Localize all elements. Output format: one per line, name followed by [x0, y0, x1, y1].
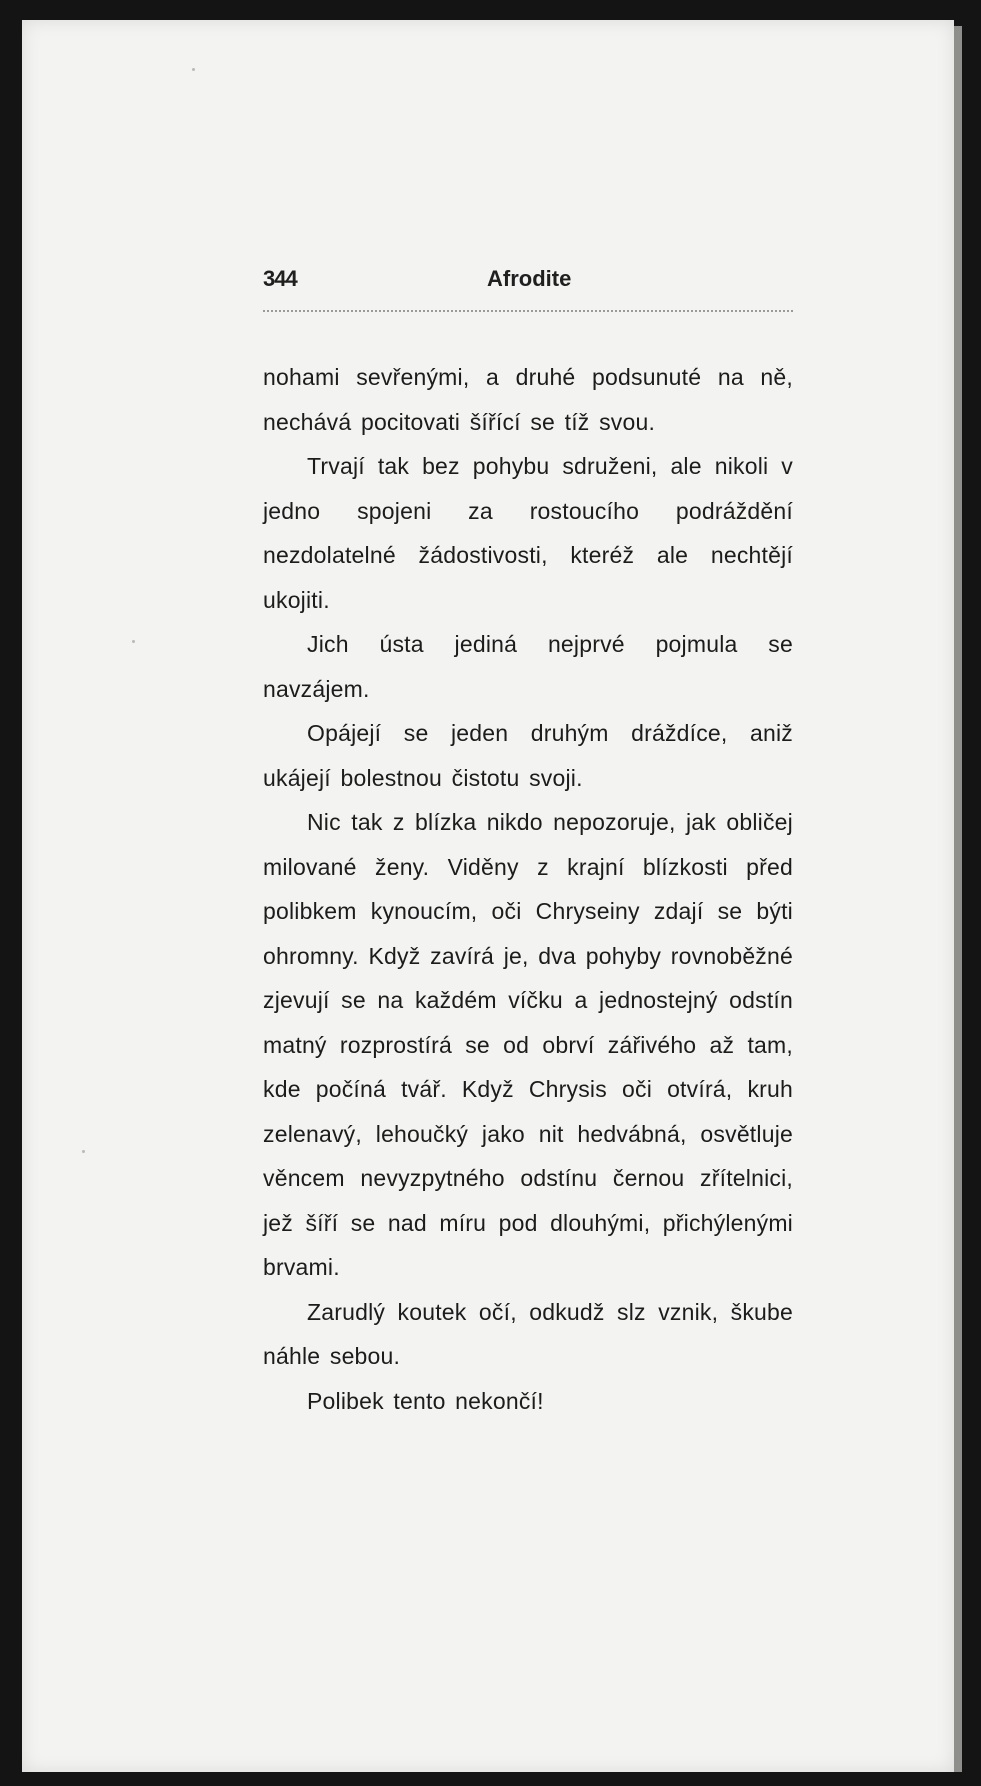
paragraph: Polibek tento nekončí! [307, 1387, 544, 1414]
page-number: 344 [263, 266, 297, 291]
paragraph: Jich ústa jediná nejprvé pojmula se navzájem. [263, 631, 793, 702]
paper-speck [82, 1150, 85, 1153]
body-text [263, 355, 793, 1423]
paper-speck [192, 68, 195, 71]
header-rule [263, 310, 793, 312]
running-title: Afrodite [487, 266, 572, 291]
page-edge [954, 26, 962, 1772]
paragraph: Opájejí se jeden druhým dráždíce, aniž ukájejí bolestnou čistotu svoji. [263, 720, 793, 791]
paper-speck [132, 640, 135, 643]
paragraph-continued: nohami sevřenými, a druhé podsunuté na ně, nechává pocitovati šířící se tíž svou. [263, 364, 793, 435]
running-head [263, 266, 793, 300]
paragraph: Zarudlý koutek očí, odkudž slz vznik, škube náhle sebou. [263, 1298, 793, 1369]
paragraph: Trvají tak bez pohybu sdruženi, ale nikoli v jedno spojeni za rostoucího podráždění nezdolatelné žádostivosti, kteréž ale nechtějí ukojiti. [263, 453, 793, 613]
paragraph: Nic tak z blízka nikdo nepozoruje, jak obličej milované ženy. Viděny z krajní blízkosti před polibkem kynoucím, oči Chryseiny zdají se býti ohromny. Když zavírá je, dva pohyby rovnoběžné zjevují se na každém víčku a jednostejný odstín matný rozprostírá se od obrví zářivého až tam, kde počíná tvář. Když Chrysis oči otvírá, kruh zelenavý, lehoučký jako nit hedvábná, osvětluje věncem nevyzpytného odstínu černou zřítelnici, jež šíří se nad míru pod dlouhými, přichýlenými brvami. [263, 809, 793, 1280]
